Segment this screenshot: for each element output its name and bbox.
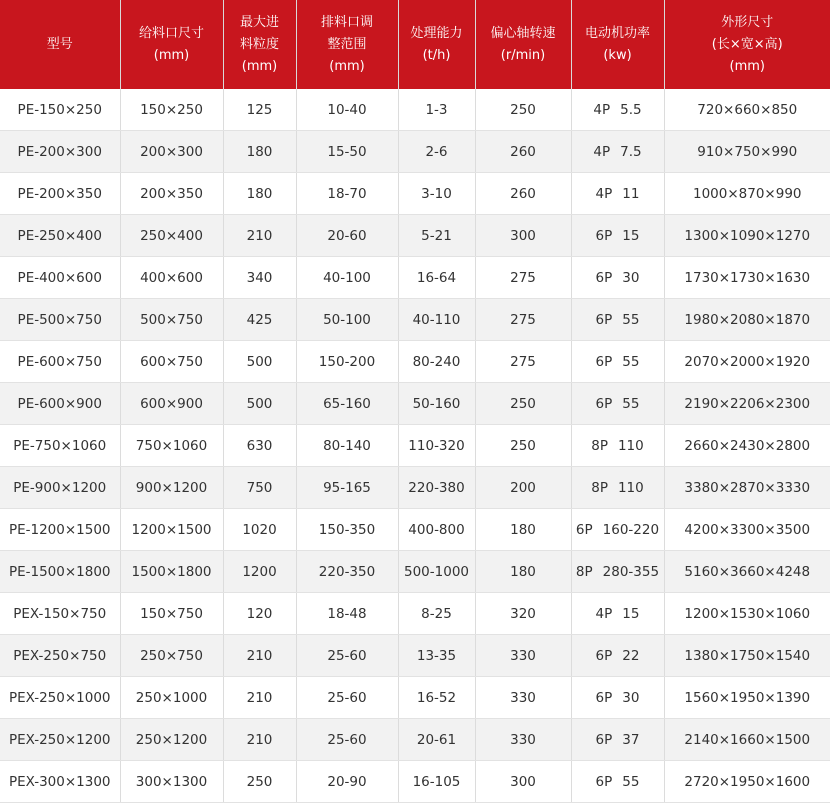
table-row (0, 173, 830, 215)
cell-max-feed-size: 1200 (223, 551, 296, 593)
cell-feed-opening: 250×1200 (120, 719, 223, 761)
cell-discharge-range: 20-90 (296, 761, 398, 803)
cell-model: PE-400×600 (0, 257, 120, 299)
cell-max-feed-size: 340 (223, 257, 296, 299)
cell-discharge-range: 150-350 (296, 509, 398, 551)
cell-model: PE-600×750 (0, 341, 120, 383)
cell-capacity: 110-320 (398, 425, 475, 467)
cell-model: PE-250×400 (0, 215, 120, 257)
motor-kw: 22 (622, 647, 640, 664)
cell-eccentric-speed: 275 (475, 299, 571, 341)
cell-discharge-range: 40-100 (296, 257, 398, 299)
cell-max-feed-size: 750 (223, 467, 296, 509)
table-row (0, 509, 830, 551)
cell-capacity: 500-1000 (398, 551, 475, 593)
cell-discharge-range: 10-40 (296, 89, 398, 131)
cell-model: PEX-250×1200 (0, 719, 120, 761)
cell-capacity: 40-110 (398, 299, 475, 341)
motor-poles: 4P (593, 101, 611, 118)
motor-kw: 110 (617, 479, 644, 496)
cell-capacity: 1-3 (398, 89, 475, 131)
header-line: (r/min) (500, 47, 546, 63)
motor-poles: 6P (595, 689, 613, 706)
cell-model: PEX-250×750 (0, 635, 120, 677)
header-line: (kw) (603, 47, 632, 63)
table-body (0, 89, 830, 803)
cell-dimensions: 910×750×990 (664, 131, 830, 173)
cell-motor-power (571, 761, 664, 803)
cell-capacity: 3-10 (398, 173, 475, 215)
cell-feed-opening: 250×750 (120, 635, 223, 677)
cell-max-feed-size: 500 (223, 383, 296, 425)
cell-dimensions: 720×660×850 (664, 89, 830, 131)
header-line: 型号 (46, 36, 73, 52)
table-row (0, 89, 830, 131)
cell-max-feed-size: 1020 (223, 509, 296, 551)
cell-feed-opening: 200×300 (120, 131, 223, 173)
cell-motor-power (571, 173, 664, 215)
cell-model: PE-1200×1500 (0, 509, 120, 551)
table-row (0, 635, 830, 677)
cell-motor-power (571, 593, 664, 635)
cell-motor-power (571, 719, 664, 761)
header-line: 给料口尺寸 (138, 25, 204, 41)
cell-dimensions: 1730×1730×1630 (664, 257, 830, 299)
motor-kw: 7.5 (620, 143, 642, 160)
header-discharge-range (296, 0, 398, 89)
cell-eccentric-speed: 180 (475, 509, 571, 551)
table-row (0, 131, 830, 173)
motor-kw: 55 (622, 353, 640, 370)
header-line: 处理能力 (410, 25, 463, 41)
cell-eccentric-speed: 260 (475, 131, 571, 173)
table-row (0, 341, 830, 383)
cell-capacity: 400-800 (398, 509, 475, 551)
cell-discharge-range: 80-140 (296, 425, 398, 467)
motor-poles: 6P (575, 521, 593, 538)
cell-feed-opening: 250×400 (120, 215, 223, 257)
cell-motor-power (571, 383, 664, 425)
cell-model: PE-200×350 (0, 173, 120, 215)
motor-kw: 110 (617, 437, 644, 454)
cell-model: PE-200×300 (0, 131, 120, 173)
cell-feed-opening: 1200×1500 (120, 509, 223, 551)
cell-feed-opening: 200×350 (120, 173, 223, 215)
motor-kw: 15 (622, 605, 640, 622)
cell-motor-power (571, 467, 664, 509)
table-row (0, 761, 830, 803)
cell-capacity: 8-25 (398, 593, 475, 635)
motor-kw: 30 (622, 269, 640, 286)
cell-max-feed-size: 210 (223, 719, 296, 761)
cell-feed-opening: 1500×1800 (120, 551, 223, 593)
cell-motor-power (571, 299, 664, 341)
motor-poles: 6P (595, 269, 613, 286)
cell-max-feed-size: 125 (223, 89, 296, 131)
table-row (0, 257, 830, 299)
cell-max-feed-size: 210 (223, 635, 296, 677)
cell-capacity: 220-380 (398, 467, 475, 509)
cell-capacity: 2-6 (398, 131, 475, 173)
motor-kw: 15 (622, 227, 640, 244)
motor-poles: 6P (595, 311, 613, 328)
cell-capacity: 13-35 (398, 635, 475, 677)
cell-dimensions: 4200×3300×3500 (664, 509, 830, 551)
cell-max-feed-size: 120 (223, 593, 296, 635)
cell-model: PE-150×250 (0, 89, 120, 131)
header-motor-power (571, 0, 664, 89)
cell-capacity: 20-61 (398, 719, 475, 761)
cell-discharge-range: 25-60 (296, 677, 398, 719)
cell-motor-power (571, 551, 664, 593)
cell-max-feed-size: 180 (223, 131, 296, 173)
cell-model: PEX-150×750 (0, 593, 120, 635)
cell-motor-power (571, 341, 664, 383)
header-dimensions (664, 0, 830, 89)
motor-poles: 6P (595, 773, 613, 790)
cell-discharge-range: 25-60 (296, 635, 398, 677)
motor-kw: 5.5 (620, 101, 642, 118)
table-row (0, 593, 830, 635)
motor-kw: 280-355 (602, 563, 660, 580)
table-row (0, 215, 830, 257)
cell-max-feed-size: 425 (223, 299, 296, 341)
cell-eccentric-speed: 330 (475, 677, 571, 719)
cell-feed-opening: 600×750 (120, 341, 223, 383)
cell-discharge-range: 25-60 (296, 719, 398, 761)
cell-dimensions: 1980×2080×1870 (664, 299, 830, 341)
header-line: 排料口调 (320, 14, 373, 30)
cell-eccentric-speed: 300 (475, 761, 571, 803)
header-line: 最大进 (239, 14, 279, 30)
cell-discharge-range: 220-350 (296, 551, 398, 593)
cell-motor-power (571, 677, 664, 719)
cell-max-feed-size: 500 (223, 341, 296, 383)
cell-eccentric-speed: 250 (475, 89, 571, 131)
header-row (0, 0, 830, 89)
cell-discharge-range: 15-50 (296, 131, 398, 173)
cell-discharge-range: 18-70 (296, 173, 398, 215)
motor-poles: 4P (595, 185, 613, 202)
cell-max-feed-size: 630 (223, 425, 296, 467)
header-line: (mm) (329, 58, 365, 74)
cell-max-feed-size: 210 (223, 677, 296, 719)
header-line: 料粒度 (239, 36, 279, 52)
cell-motor-power (571, 131, 664, 173)
header-line: 外形尺寸 (721, 14, 774, 30)
motor-kw: 37 (622, 731, 640, 748)
cell-eccentric-speed: 330 (475, 635, 571, 677)
table-row (0, 467, 830, 509)
header-model (0, 0, 120, 89)
header-capacity (398, 0, 475, 89)
cell-eccentric-speed: 300 (475, 215, 571, 257)
cell-capacity: 16-52 (398, 677, 475, 719)
motor-poles: 6P (595, 731, 613, 748)
motor-kw: 11 (622, 185, 640, 202)
table-row (0, 551, 830, 593)
cell-dimensions: 2190×2206×2300 (664, 383, 830, 425)
cell-dimensions: 3380×2870×3330 (664, 467, 830, 509)
cell-capacity: 16-64 (398, 257, 475, 299)
cell-eccentric-speed: 330 (475, 719, 571, 761)
cell-discharge-range: 50-100 (296, 299, 398, 341)
header-line: 整范围 (327, 36, 367, 52)
header-line: 偏心轴转速 (490, 25, 556, 41)
cell-feed-opening: 400×600 (120, 257, 223, 299)
motor-kw: 30 (622, 689, 640, 706)
table-row (0, 425, 830, 467)
cell-capacity: 5-21 (398, 215, 475, 257)
cell-eccentric-speed: 200 (475, 467, 571, 509)
cell-eccentric-speed: 275 (475, 341, 571, 383)
cell-max-feed-size: 210 (223, 215, 296, 257)
cell-model: PE-500×750 (0, 299, 120, 341)
cell-eccentric-speed: 250 (475, 383, 571, 425)
cell-model: PE-750×1060 (0, 425, 120, 467)
table-row (0, 719, 830, 761)
motor-kw: 160-220 (602, 521, 660, 538)
cell-model: PE-1500×1800 (0, 551, 120, 593)
header-eccentric-speed (475, 0, 571, 89)
cell-model: PE-600×900 (0, 383, 120, 425)
cell-dimensions: 1300×1090×1270 (664, 215, 830, 257)
cell-discharge-range: 95-165 (296, 467, 398, 509)
motor-poles: 6P (595, 227, 613, 244)
cell-discharge-range: 65-160 (296, 383, 398, 425)
cell-discharge-range: 18-48 (296, 593, 398, 635)
cell-feed-opening: 150×250 (120, 89, 223, 131)
cell-model: PEX-250×1000 (0, 677, 120, 719)
cell-motor-power (571, 257, 664, 299)
header-feed-opening (120, 0, 223, 89)
cell-motor-power (571, 89, 664, 131)
cell-eccentric-speed: 250 (475, 425, 571, 467)
motor-poles: 4P (593, 143, 611, 160)
cell-eccentric-speed: 180 (475, 551, 571, 593)
cell-motor-power (571, 635, 664, 677)
cell-dimensions: 1000×870×990 (664, 173, 830, 215)
motor-poles: 6P (595, 353, 613, 370)
motor-poles: 4P (595, 605, 613, 622)
header-line: (mm) (729, 58, 765, 74)
cell-dimensions: 2140×1660×1500 (664, 719, 830, 761)
table-row (0, 383, 830, 425)
cell-model: PEX-300×1300 (0, 761, 120, 803)
cell-feed-opening: 750×1060 (120, 425, 223, 467)
header-line: (mm) (241, 58, 278, 74)
cell-feed-opening: 150×750 (120, 593, 223, 635)
cell-dimensions: 1200×1530×1060 (664, 593, 830, 635)
cell-dimensions: 1380×1750×1540 (664, 635, 830, 677)
cell-feed-opening: 500×750 (120, 299, 223, 341)
cell-dimensions: 1560×1950×1390 (664, 677, 830, 719)
cell-capacity: 80-240 (398, 341, 475, 383)
cell-eccentric-speed: 320 (475, 593, 571, 635)
cell-eccentric-speed: 275 (475, 257, 571, 299)
cell-capacity: 16-105 (398, 761, 475, 803)
cell-motor-power (571, 215, 664, 257)
motor-kw: 55 (622, 773, 640, 790)
motor-poles: 6P (595, 395, 613, 412)
cell-feed-opening: 900×1200 (120, 467, 223, 509)
cell-dimensions: 2070×2000×1920 (664, 341, 830, 383)
cell-feed-opening: 600×900 (120, 383, 223, 425)
cell-dimensions: 2660×2430×2800 (664, 425, 830, 467)
header-line: (长×宽×高) (711, 36, 783, 52)
cell-model: PE-900×1200 (0, 467, 120, 509)
cell-discharge-range: 150-200 (296, 341, 398, 383)
cell-motor-power (571, 509, 664, 551)
table-row (0, 677, 830, 719)
cell-motor-power (571, 425, 664, 467)
cell-feed-opening: 300×1300 (120, 761, 223, 803)
cell-max-feed-size: 180 (223, 173, 296, 215)
header-line: (t/h) (422, 47, 451, 63)
table-header (0, 0, 830, 89)
cell-feed-opening: 250×1000 (120, 677, 223, 719)
header-line: 电动机功率 (584, 25, 650, 41)
motor-kw: 55 (622, 395, 640, 412)
header-max-feed-size (223, 0, 296, 89)
motor-poles: 8P (591, 437, 608, 454)
table-row (0, 299, 830, 341)
header-line: (mm) (153, 47, 190, 63)
cell-eccentric-speed: 260 (475, 173, 571, 215)
motor-poles: 8P (575, 563, 593, 580)
motor-poles: 8P (591, 479, 608, 496)
cell-discharge-range: 20-60 (296, 215, 398, 257)
motor-kw: 55 (622, 311, 640, 328)
cell-dimensions: 5160×3660×4248 (664, 551, 830, 593)
cell-capacity: 50-160 (398, 383, 475, 425)
cell-max-feed-size: 250 (223, 761, 296, 803)
motor-poles: 6P (595, 647, 613, 664)
cell-dimensions: 2720×1950×1600 (664, 761, 830, 803)
